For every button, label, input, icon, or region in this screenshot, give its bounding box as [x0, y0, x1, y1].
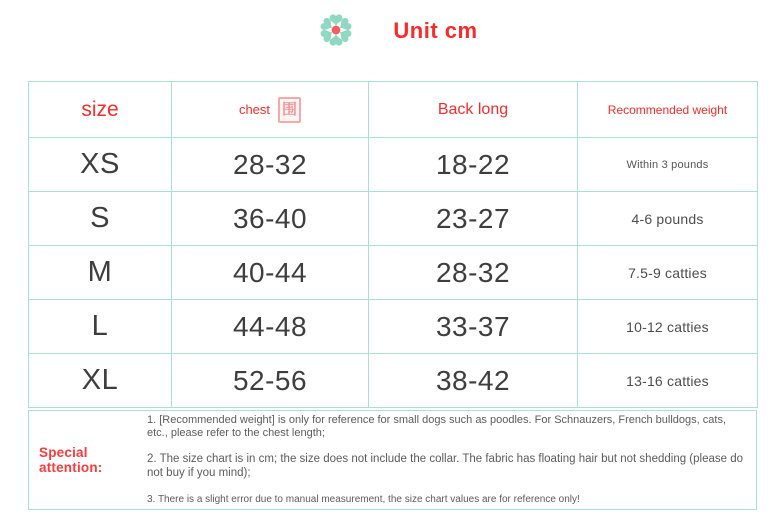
back-long-cell: 18-22: [369, 138, 578, 192]
back-long-cell: 23-27: [369, 192, 578, 246]
chest-cell: 36-40: [172, 192, 369, 246]
size-table: [28, 81, 758, 408]
page-header: [0, 0, 773, 81]
column-header-size: [29, 82, 172, 138]
column-header-recommended-weight-label: Recommended weight: [607, 102, 728, 117]
note-item: 3. There is a slight error due to manual measurement, the size chart values are for reference only!: [147, 493, 580, 505]
weight-cell: 7.5-9 catties: [578, 246, 758, 300]
chest-cell: 28-32: [172, 138, 369, 192]
size-cell: L: [29, 300, 172, 354]
size-cell: S: [29, 192, 172, 246]
column-header-chest: [172, 82, 369, 138]
back-long-cell: 33-37: [369, 300, 578, 354]
table-row: [29, 138, 758, 192]
column-header-size-label: size: [81, 97, 119, 121]
weight-cell: 10-12 catties: [578, 300, 758, 354]
table-row: [29, 246, 758, 300]
note-item: 1. [Recommended weight] is only for reference for small dogs such as poodles. For Schnauzers, French bulldogs, cats, etc., please refer to the chest length;: [147, 414, 727, 440]
size-cell: XL: [29, 354, 172, 408]
table-row: [29, 300, 758, 354]
column-header-back-long: [369, 82, 578, 138]
table-row: [29, 354, 758, 408]
special-attention-box: [28, 410, 757, 510]
weight-cell: Within 3 pounds: [578, 138, 758, 192]
table-header-row: [29, 82, 758, 138]
table-row: [29, 192, 758, 246]
column-header-recommended-weight: [578, 82, 758, 138]
notes-list: [147, 414, 756, 506]
special-attention-label: Special attention:: [39, 445, 103, 475]
column-header-chest-label: chest: [238, 102, 271, 117]
weight-cell: 4-6 pounds: [578, 192, 758, 246]
weight-cell: 13-16 catties: [578, 354, 758, 408]
back-long-cell: 28-32: [369, 246, 578, 300]
back-long-cell: 38-42: [369, 354, 578, 408]
size-cell: M: [29, 246, 172, 300]
girth-stamp-icon: 围: [278, 97, 301, 123]
flower-icon: [317, 11, 355, 49]
column-header-back-long-label: Back long: [437, 100, 509, 118]
size-cell: XS: [29, 138, 172, 192]
chest-cell: 52-56: [172, 354, 369, 408]
note-item: 2. The size chart is in cm; the size does not include the collar. The fabric has floating hair but not shedding (please do not buy if you mind);: [147, 453, 744, 480]
page-title: Unit cm: [393, 18, 478, 43]
chest-cell: 40-44: [172, 246, 369, 300]
chest-cell: 44-48: [172, 300, 369, 354]
